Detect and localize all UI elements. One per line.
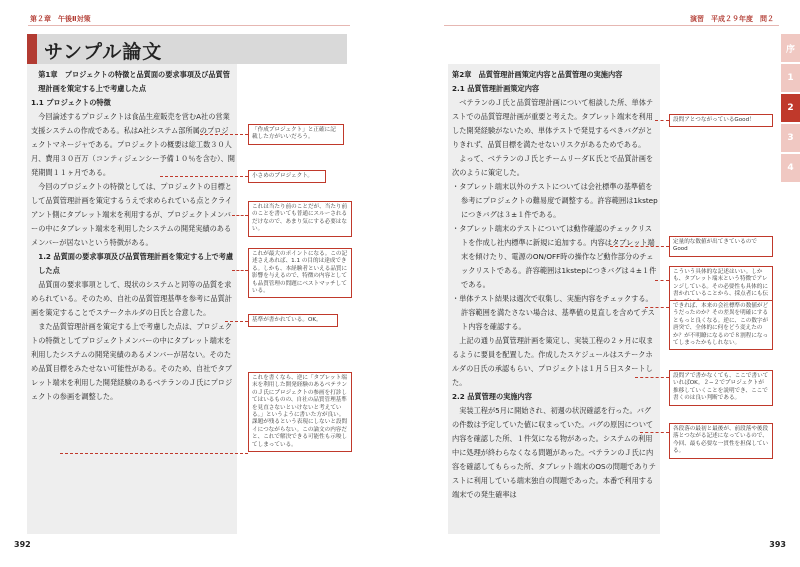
annotation-leader [60, 453, 248, 454]
page-number-right: 393 [769, 540, 786, 549]
section-heading: 2.1 品質管理計画策定内容 [452, 84, 540, 93]
running-header-left: 第２章 午後Ⅱ対策 [30, 15, 91, 23]
margin-note: これを書くなら、逆に「タブレット端末を利用した開発経験のあるベテランのＪ氏にプロジェクトの参画を打診してはいるものの、自社の品質管理基準を見直さないといけないと考えている。」というように書いた方が良い。課題が残るという表現にしないと設問イにつながらない。この論文の内容だと、これで解決できる可能性も示唆してしまっている。 [248, 372, 352, 452]
margin-note: 定量的な数値が出てきているのでGood [669, 236, 773, 257]
chapter-heading: 第1章 プロジェクトの特徴と品質面の要求事項及び品質管理計画を策定する上で考慮した点 [38, 70, 230, 93]
annotation-leader [640, 432, 669, 433]
section-heading: 2.2 品質管理の実施内容 [452, 392, 532, 401]
annotation-leader [655, 120, 669, 121]
margin-note: 設問アとつながっているGood！ [669, 114, 773, 127]
tab-preface[interactable]: 序 [781, 34, 800, 62]
chapter-tabs [781, 34, 800, 184]
essay-column-right [452, 68, 658, 502]
header-rule-left [28, 25, 350, 26]
annotation-leader [200, 134, 248, 135]
paragraph: 上記の通り品質管理計画を策定し、実装工程の２ヶ月に収まるように要員を配置した。作成したスケジュールはステークホルダの日氏の承認もらい、プロジェクトは１月５日スタートした。 [452, 336, 654, 387]
margin-note: 「作成プロジェクト」と正確に記載した方がいいだろう。 [248, 124, 344, 145]
bullet-item: ・単体テスト結果は週次で収集し、実施内容をチェックする。許容範囲を満たさない場合は、基準値の見直しを含めてテスト内容を確認する。 [452, 294, 655, 331]
annotation-leader [635, 377, 669, 378]
annotation-leader [160, 176, 248, 177]
margin-note: 基準が書かれている。OK。 [248, 314, 338, 327]
paragraph: 実装工程が5月に開始され、初週の状況確認を行った。バグの件数は予定していた値に収まっていた。バグの原因について内容を確認した所、１件気になる物があった。システムの利用中に処理が終わらなくなる問題があった。ベテランのＪ氏に内容を確認してもらった所、タブレット端末のOSの問題でありテストに利用している端末独自の問題であった。本番で利用する端末での発生確率は [452, 406, 656, 499]
paragraph: 今回論述するプロジェクトは食品生産販売を営むA社の営業支援システムの作成である。私はA社システム部所属のプロジェクトマネージャである。プロジェクトの概要は総工数３０人月、費用３０百万（コンティジェンシー予備１０％を含む）、開発期間１１ヶ月である。 [31, 112, 235, 177]
section-heading: 1.1 プロジェクトの特徴 [31, 98, 111, 107]
tab-chapter-3[interactable]: 3 [781, 124, 800, 152]
running-header-right: 演習 平成２９年度 問２ [690, 15, 774, 23]
paragraph: また品質管理計画を策定する上で考慮した点は、プロジェクトの特徴としてプロジェクトメンバーの中にタブレット端末を利用したシステムの開発実績のあるメンバーが居ない。そのため品質目標をみたせない可能性がある。そのため、自社でタブレット端末を利用した開発経験のあるベテランのＪ氏にプロジェクトの参画を調整した。 [31, 322, 233, 401]
margin-note: できれば、本来の会社標準の数値がどうだったのか？その差異を明確にするともっと良くなる。逆に、この数字が唐突で、全体的に何をどう変えたのか？が不明瞭になるので８割程になってしまったかもしれない。 [669, 300, 773, 350]
paragraph: 品質面の要求事項として、現状のシステムと同等の品質を求められている。そのため、自社の品質管理基準を参考に品質計画を策定することでステークホルダの日氏と合意した。 [31, 280, 232, 317]
margin-note: こういう具体的な記述はいい。しかも、タブレット端末という特徴でアレンジしている。その必要性も具体的に書かれていることから、採点者にも伝 [669, 266, 773, 309]
bullet-item: ・タブレット端末のテストについては動作確認のチェックリストを作成し社内標準に新規に追加する。内容はタブレット端末を傾けたり、電源のON/OFF時の操作など動作部分のチェックリストである。許容範囲は1kstepにつきバグは４±１件である。 [452, 224, 657, 289]
margin-note: これが最大のポイントになる。この記述さえあれば、1.1 の目的は達成できる。しかも、本経験者といえる品質に影響を与えるので、特徴の内容としても品質管理の問題にベストマッチしている。 [248, 248, 352, 298]
margin-note: 各段落の最初と最後が、前段落や後段落とつながる記述になっているので、今回、最も必要な一貫性を担保している。 [669, 423, 773, 459]
section-heading: 1.2 品質面の要求事項及び品質管理計画を策定する上で考慮した点 [38, 252, 234, 275]
tab-chapter-1[interactable]: 1 [781, 64, 800, 92]
paragraph: 今回のプロジェクトの特徴としては、プロジェクトの目標として品質管理計画を策定するうえで求められている点とクライアント側にタブレット端末を利用するが、プロジェクトメンバーの中にタブレット端末を利用したシステムの開発実績のあるメンバーが居ないという特徴がある。 [31, 182, 233, 247]
chapter-heading: 第2章 品質管理計画策定内容と品質管理の実施内容 [452, 70, 623, 79]
essay-column-left [31, 68, 235, 404]
title-accent-bar [27, 34, 37, 64]
page-title: サンプル論文 [44, 41, 163, 63]
margin-note: 設問アで書かなくても、ここで書いていればOK。２−２でプロジェクトが推移していくことを説明でき、ここで書くのは良い判断である。 [669, 370, 773, 406]
page-number-left: 392 [14, 540, 31, 549]
bullet-item: ・タブレット端末以外のテストについては会社標準の基準値を参考にプロジェクトの難易度で調整する。許容範囲は1kstepにつきバグは３±１件である。 [452, 182, 658, 219]
annotation-leader [610, 246, 669, 247]
tab-chapter-2[interactable]: 2 [781, 94, 800, 122]
annotation-leader [655, 280, 669, 281]
margin-note: これは当たり前のことだが、当たり前のことを書いても普通にスルーされるだけなので、あまり気にする必要はない。 [248, 201, 352, 237]
annotation-leader [232, 270, 248, 271]
paragraph: よって、ベテランのＪ氏とチームリーダＫ氏とで品質計画を次のように策定した。 [452, 154, 654, 177]
annotation-leader [645, 307, 669, 308]
annotation-leader [225, 321, 248, 322]
tab-chapter-4[interactable]: 4 [781, 154, 800, 182]
annotation-leader [232, 215, 248, 216]
paragraph: ベテランのＪ氏と品質管理計画について相談した所、単体テストでの品質管理計画が重要と考えた。タブレット端末を利用した開発経験がないため、単体テストで発見するべきバグがとりきれず、品質目標を満たせないリスクがあるためである。 [452, 98, 654, 149]
header-rule-right [444, 25, 779, 26]
margin-note: 小さめのプロジェクト。 [248, 170, 326, 183]
